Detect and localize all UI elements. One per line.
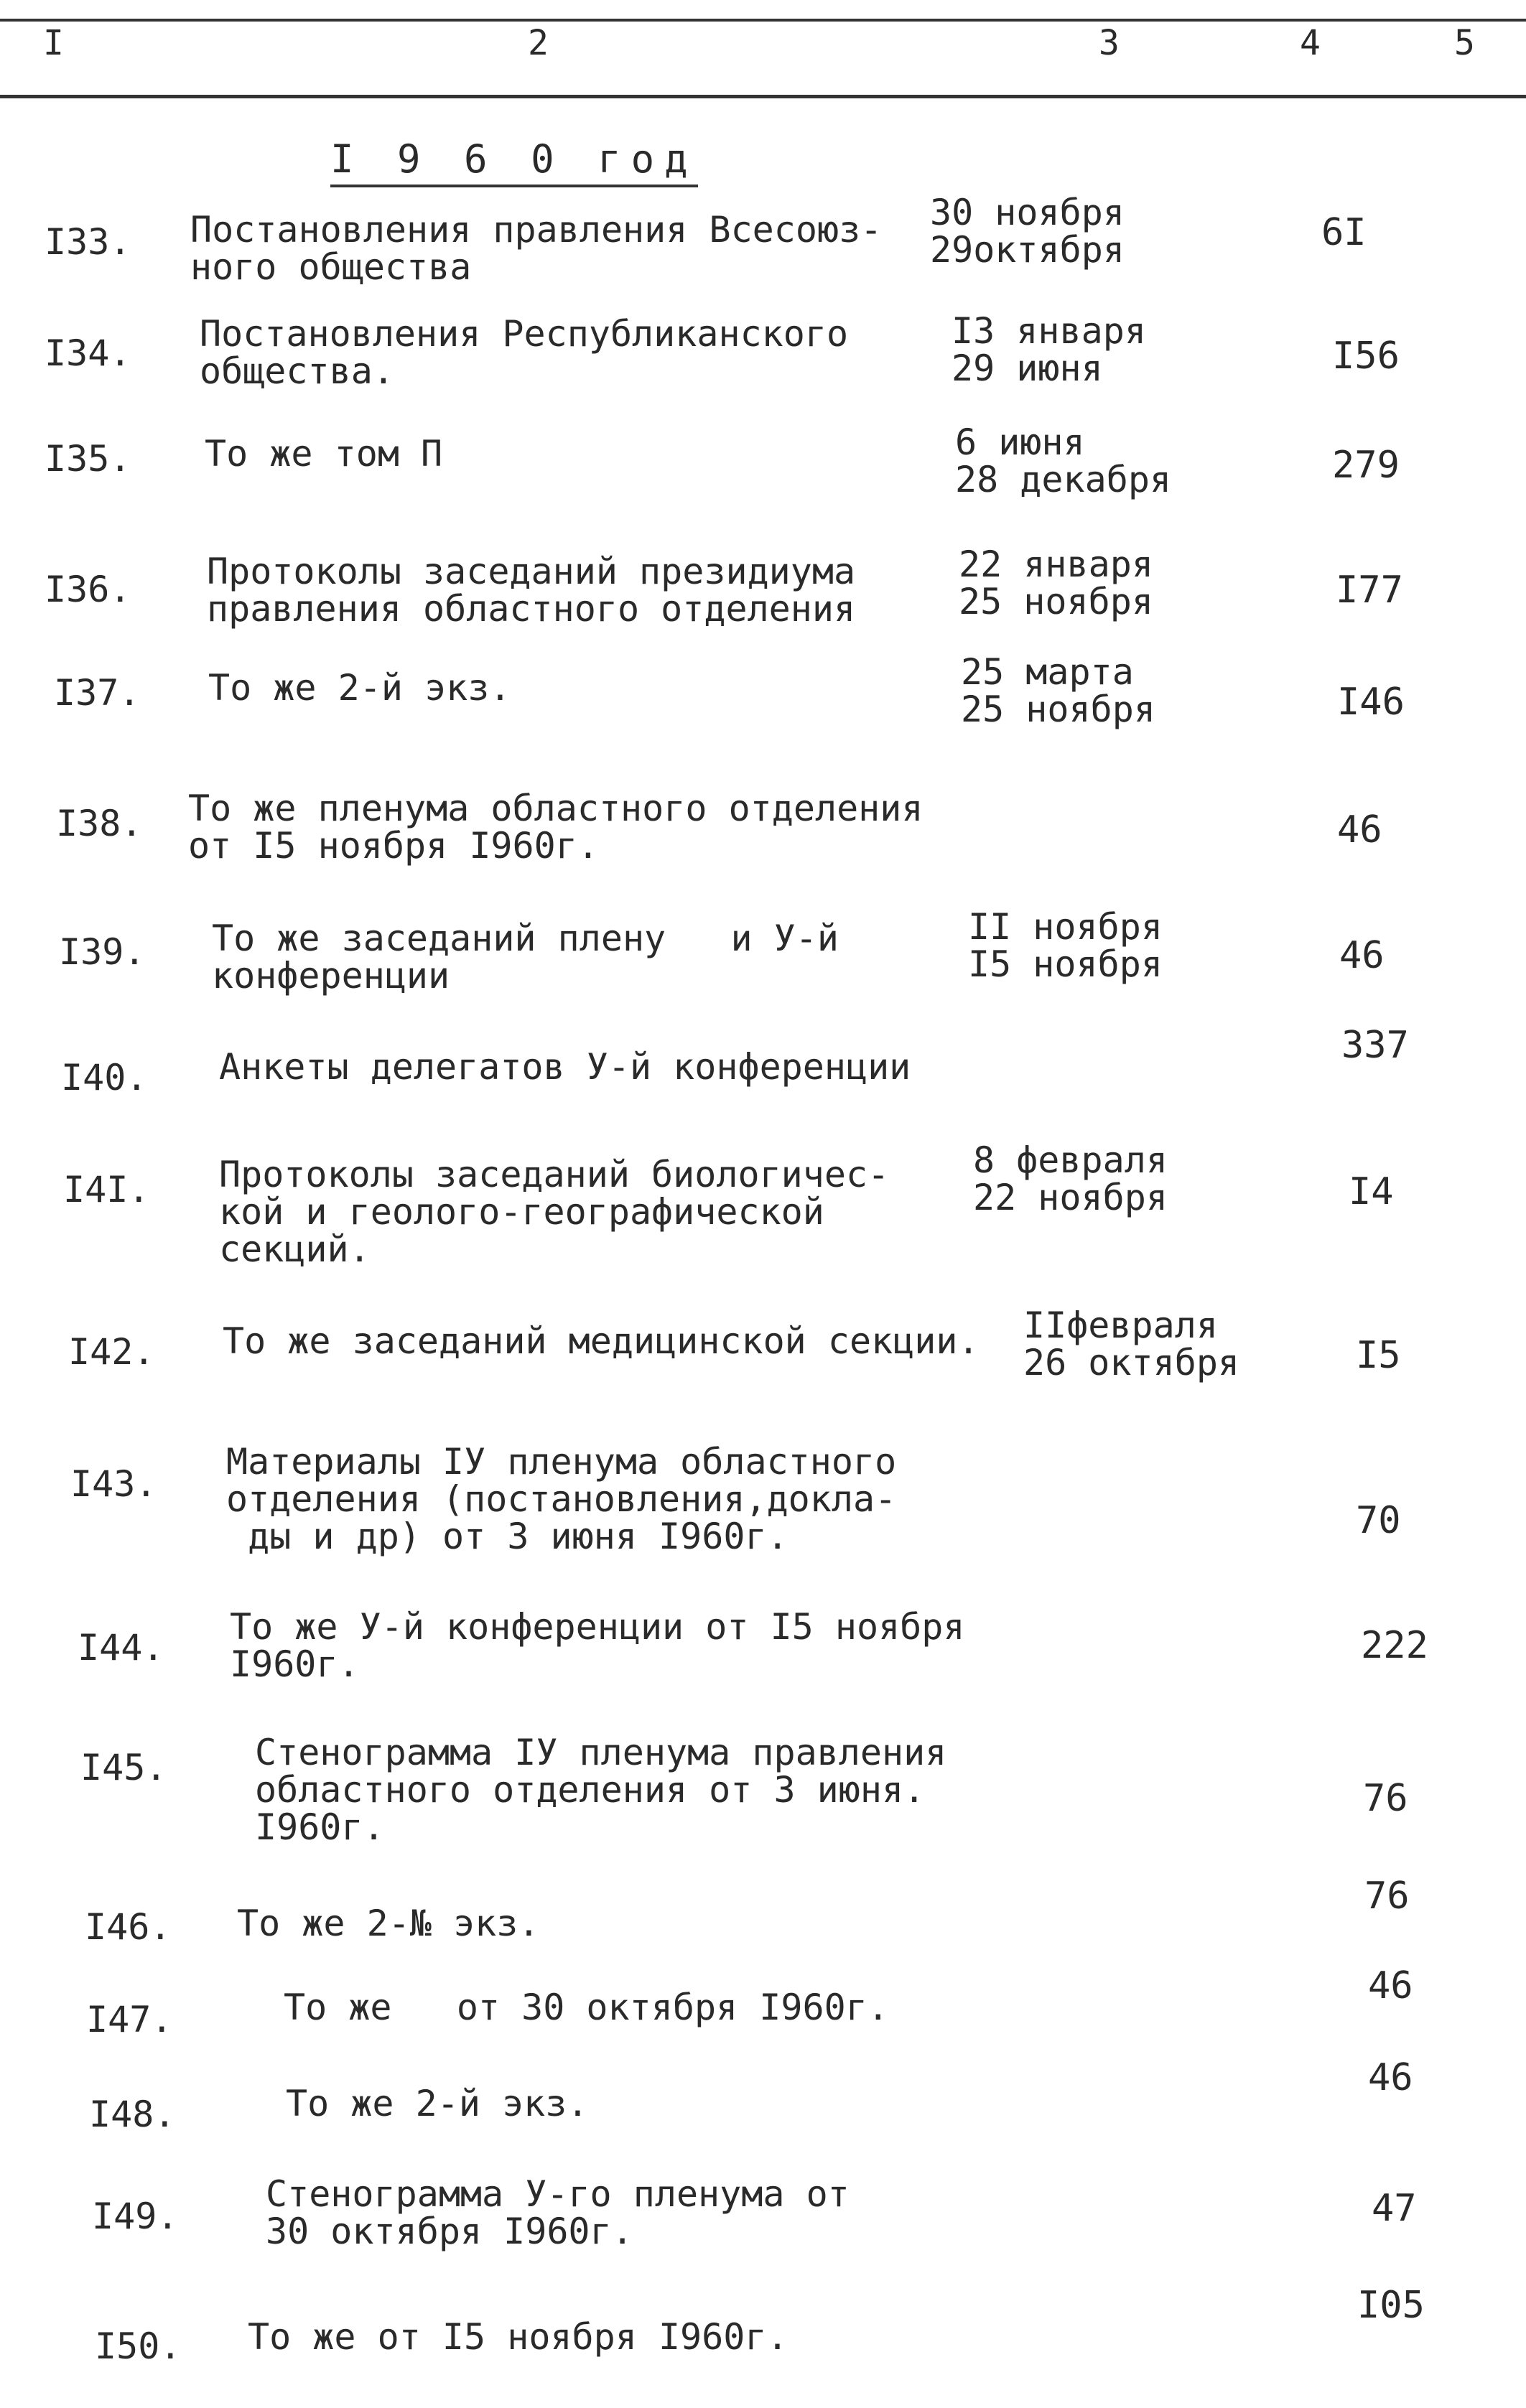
row-dates: II ноября I5 ноября: [968, 906, 1163, 985]
column-header-4: 4: [1300, 23, 1321, 63]
row-number: I48.: [89, 2094, 176, 2135]
row-sheets: I4: [1349, 1170, 1394, 1213]
row-sheets: 46: [1337, 808, 1382, 851]
row-number: I50.: [95, 2325, 182, 2367]
row-sheets: I5: [1356, 1334, 1401, 1377]
row-title: То же том П: [205, 433, 443, 475]
row-sheets: 46: [1368, 2056, 1413, 2099]
row-number: I37.: [54, 672, 141, 714]
row-title: То же заседаний медицинской секции.: [223, 1320, 980, 1362]
row-title: То же 2-й экз.: [286, 2083, 589, 2124]
column-header-5: 5: [1454, 23, 1475, 63]
row-number: I49.: [92, 2195, 179, 2237]
row-sheets: I56: [1332, 335, 1400, 378]
row-dates: I3 января 29 июня: [952, 310, 1146, 389]
row-sheets: I05: [1357, 2284, 1425, 2327]
row-number: I34.: [45, 332, 131, 374]
row-sheets: 46: [1339, 934, 1385, 977]
row-sheets: 47: [1372, 2187, 1417, 2230]
row-number: I42.: [68, 1331, 155, 1373]
row-dates: IIфевраля 26 октября: [1023, 1305, 1240, 1383]
row-sheets: 6I: [1321, 211, 1367, 254]
row-sheets: 337: [1341, 1024, 1409, 1067]
row-title: То же 2-№ экз.: [237, 1903, 540, 1944]
row-title: Постановления Республиканского общества.: [200, 313, 849, 392]
row-title: Материалы IУ пленума областного отделения (постановления,докла- ды и др) от 3 июня I960г.: [226, 1441, 897, 1557]
row-title: Анкеты делегатов У-й конференции: [219, 1046, 911, 1088]
row-number: I44.: [78, 1627, 164, 1669]
row-title: То же 2-й экз.: [208, 667, 511, 709]
row-sheets: 279: [1332, 444, 1400, 487]
row-dates: 8 февраля 22 ноября: [973, 1139, 1168, 1218]
top-rule: [0, 19, 1526, 22]
row-number: I38.: [56, 803, 143, 844]
row-number: I43.: [70, 1463, 157, 1505]
row-number: I33.: [45, 221, 131, 263]
row-sheets: 46: [1368, 1964, 1413, 2007]
row-dates: 30 ноября 29октября: [930, 192, 1125, 271]
row-number: I39.: [59, 931, 146, 973]
row-title: То же У-й конференции от I5 ноября I960г.: [230, 1606, 965, 1685]
row-number: I36.: [45, 569, 131, 610]
column-header-1: I: [43, 23, 64, 63]
row-title: Стенограмма IУ пленума правления областного отделения от 3 июня. I960г.: [255, 1732, 947, 1848]
column-header-3: 3: [1099, 23, 1120, 63]
row-title: То же от I5 ноября I960г.: [248, 2316, 788, 2358]
row-dates: 22 января 25 ноября: [959, 543, 1153, 622]
row-number: I35.: [45, 438, 131, 480]
year-title: I 9 6 0 год: [330, 136, 698, 187]
row-number: I46.: [85, 1906, 172, 1948]
row-title: Постановления правления Всесоюз- ного общества: [190, 209, 883, 288]
row-number: I47.: [86, 1999, 173, 2040]
row-number: I4I.: [63, 1169, 150, 1210]
row-sheets: 222: [1361, 1624, 1428, 1667]
row-number: I40.: [61, 1057, 148, 1098]
row-title: Стенограмма У-го пленума от 30 октября I960г.: [266, 2173, 850, 2252]
header-rule: [0, 95, 1526, 98]
row-title: То же заседаний плену и У-й конференции: [212, 918, 839, 997]
row-title: То же от 30 октября I960г.: [284, 1987, 889, 2028]
row-sheets: 76: [1364, 1875, 1410, 1918]
row-title: Протоколы заседаний биологичес- кой и геолого-географической секций.: [219, 1154, 890, 1270]
row-number: I45.: [80, 1747, 167, 1788]
row-sheets: I77: [1336, 569, 1403, 612]
row-title: Протоколы заседаний президиума правления областного отделения: [207, 551, 856, 630]
row-title: То же пленума областного отделения от I5 ноября I960г.: [188, 788, 923, 867]
row-sheets: 70: [1356, 1499, 1401, 1542]
row-dates: 6 июня 28 декабря: [955, 421, 1172, 500]
row-sheets: 76: [1363, 1777, 1408, 1820]
column-header-2: 2: [528, 23, 549, 63]
row-sheets: I46: [1337, 681, 1405, 724]
row-dates: 25 марта 25 ноября: [961, 651, 1155, 730]
